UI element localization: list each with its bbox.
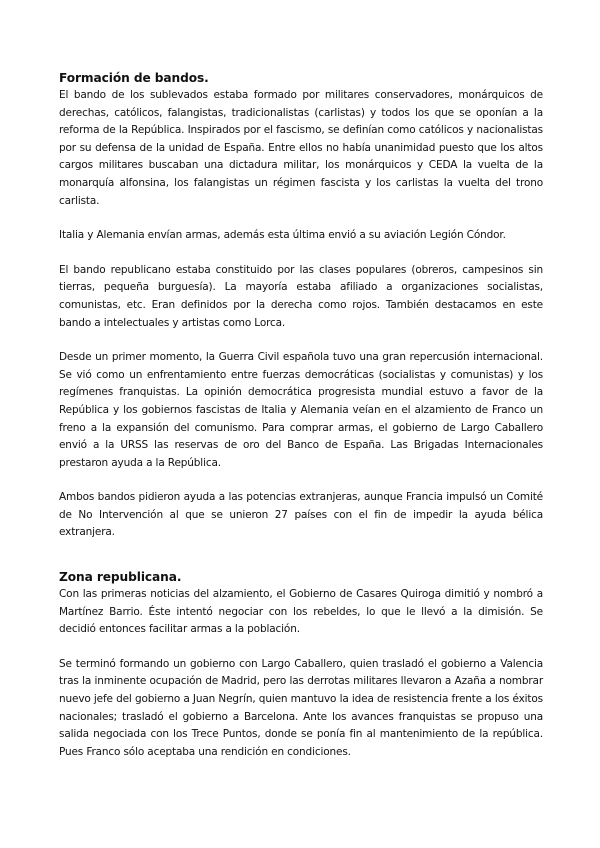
paragraph-no-intervencion: Ambos bandos pidieron ayuda a las potencias extranjeras, aunque Francia impulsó un Comité de No Intervención al que se unieron 27 países con el fin de impedir la ayuda bélica extranjera.	[59, 491, 543, 539]
section-spacer	[59, 559, 543, 569]
paragraph-italia-alemania: Italia y Alemania envían armas, además esta última envió a su aviación Legión Cóndor.	[59, 229, 506, 242]
document-page	[59, 70, 543, 761]
section-heading-formacion: Formación de bandos.	[59, 71, 209, 85]
paragraph-casares-quiroga: Con las primeras noticias del alzamiento, el Gobierno de Casares Quiroga dimitió y nombró a Martínez Barrio. Éste intentó negociar con los rebeldes, lo que le llevó a la dimisión. Se decidió entonces facilitar armas a la población.	[59, 588, 543, 636]
paragraph-repercusion-internacional: Desde un primer momento, la Guerra Civil española tuvo una gran repercusión internacional. Se vió como un enfrentamiento entre fuerzas democráticas (socialistas y comunistas) y los regímenes franquistas. La opinión democrática progresista mundial estuvo a favor de la República y los gobiernos fascistas de Italia y Alemania veían en el alzamiento de Franco un freno a la expansión del comunismo. Para comprar armas, el gobierno de Largo Caballero envió a la URSS las reservas de oro del Banco de España. Las Brigadas Internacionales prestaron ayuda a la República.	[59, 351, 543, 469]
section-heading-zona-republicana: Zona republicana.	[59, 570, 182, 585]
paragraph-largo-caballero: Se terminó formando un gobierno con Largo Caballero, quien trasladó el gobierno a Valencia tras la inminente ocupación de Madrid, pero las derrotas militares llevaron a Azaña a nombrar nuevo jefe del gobierno a Juan Negrín, quien mantuvo la idea de resistencia frente a los éxitos nacionales; trasladó el gobierno a Barcelona. Ante los avances franquistas se propuso una salida negociada con los Trece Puntos, donde se ponía fin al mantenimiento de la república. Pues Franco sólo aceptaba una rendición en condiciones.	[59, 657, 543, 758]
paragraph-republicano: El bando republicano estaba constituido por las clases populares (obreros, campesinos sin tierras, pequeña burguesía). La mayoría estaba afiliado a organizaciones socialistas, comunistas, etc. Eran definidos por la derecha como rojos. También destacamos en este bando a intelectuales y artistas como Lorca.	[59, 263, 543, 329]
paragraph-sublevados: El bando de los sublevados estaba formado por militares conservadores, monárquicos de derechas, católicos, falangistas, tradicionalistas (carlistas) y todos los que se oponían a la reforma de la República. Inspirados por el fascismo, se definían como católicos y nacionalistas por su defensa de la unidad de España. Entre ellos no había unanimidad puesto que los altos cargos militares buscaban una dictadura militar, los monárquicos y CEDA la vuelta de la monarquía alfonsina, los falangistas un régimen fascista y los carlistas la vuelta del trono carlista.	[59, 89, 543, 207]
